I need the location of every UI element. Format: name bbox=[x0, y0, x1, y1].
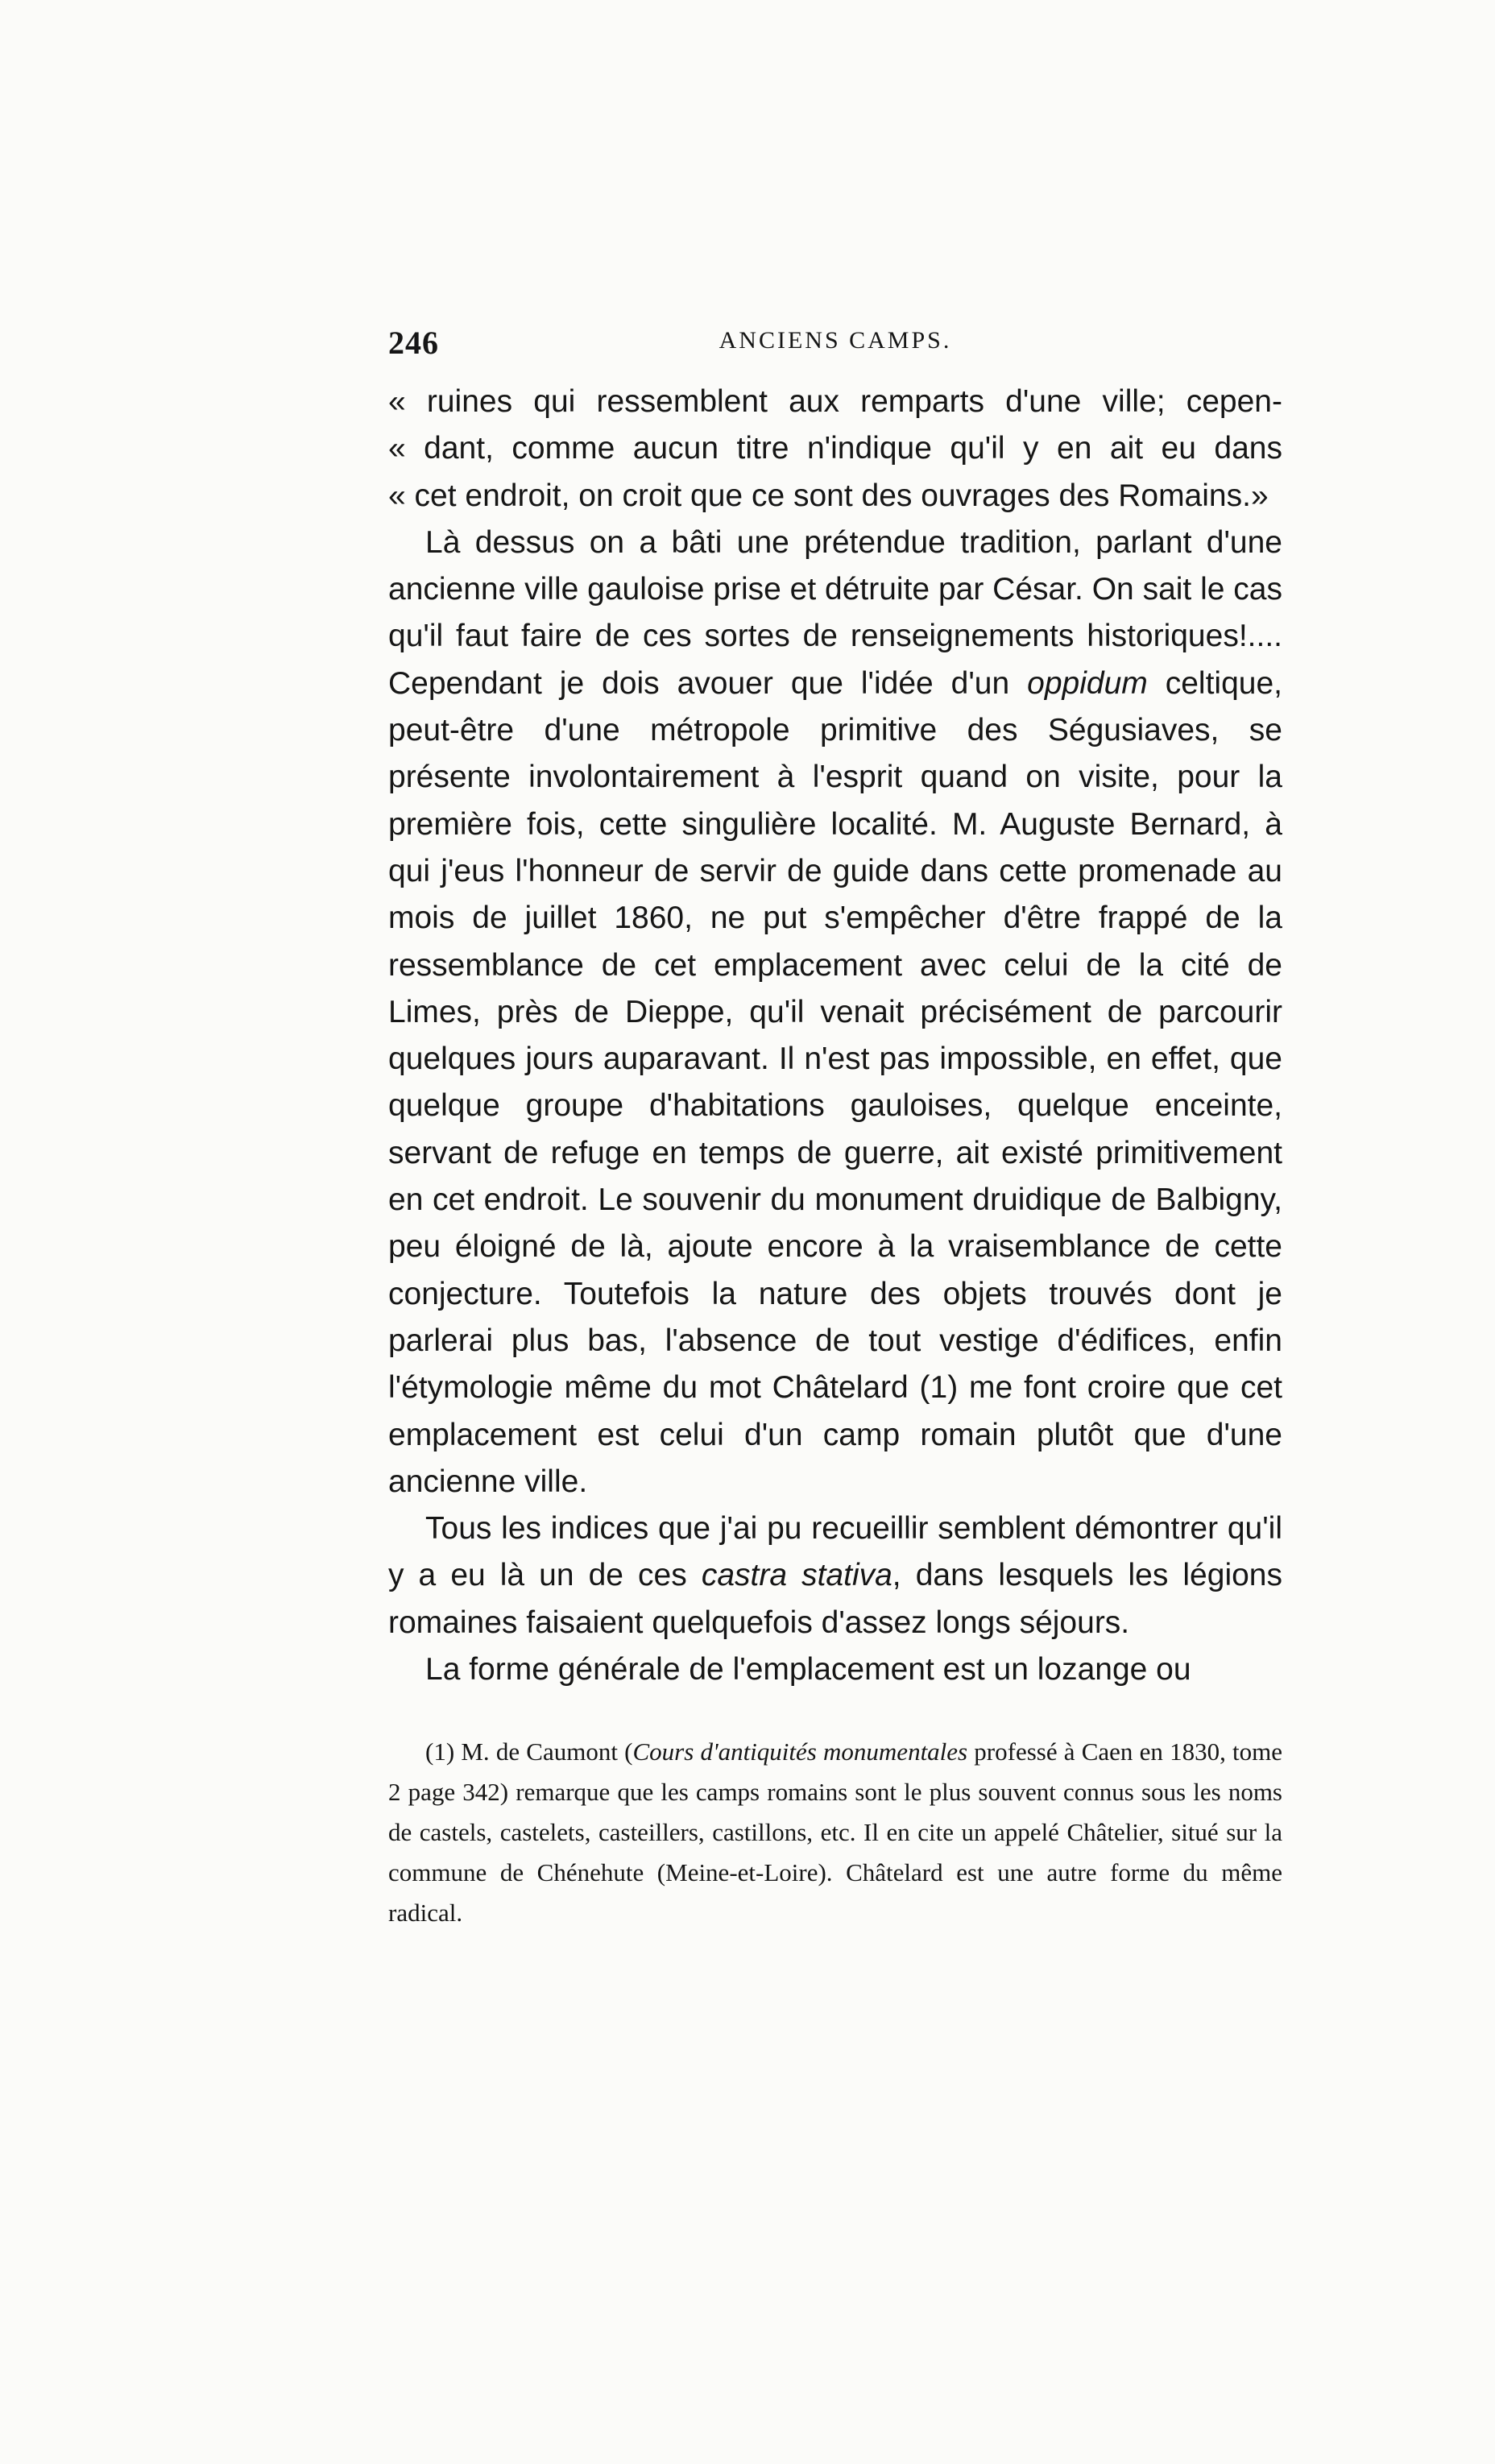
paragraph-text: celtique, peut-être d'une métropole primitive des Ségusiaves, se présente involontairement à l'esprit quand on visite, pour la première fois, cette singulière localité. M. Auguste Bernard, à qui j'eus l'honneur de servir de guide dans cette promenade au mois de juillet 1860, ne put s'empêcher d'être frappé de la ressemblance de cet emplacement avec celui de la cité de Limes, près de Dieppe, qu'il venait précisément de parcourir quelques jours auparavant. Il n'est pas impossible, en effet, que quelque groupe d'habitations gauloises, quelque enceinte, servant de refuge en temps de guerre, ait existé primitivement en cet endroit. Le souvenir du monument druidique de Balbigny, peu éloigné de là, ajoute encore à la vraisemblance de cette conjecture. Toutefois la nature des objets trouvés dont je parlerai plus bas, l'absence de tout vestige d'édifices, enfin l'étymologie même du mot Châtelard (1) me font croire que cet emplacement est celui d'un camp romain plutôt que d'une ancienne ville. bbox=[388, 665, 1282, 1499]
quotation bbox=[388, 379, 1282, 520]
main-text bbox=[388, 379, 1282, 1693]
paragraph bbox=[388, 1505, 1282, 1646]
paragraph: La forme générale de l'emplacement est un lozange ou bbox=[425, 1652, 1191, 1688]
italic-term: castra stativa bbox=[701, 1558, 892, 1593]
footnote-text: (1) M. de Caumont ( bbox=[425, 1737, 633, 1766]
footnote-italic-title: Cours d'antiquités monumentales bbox=[632, 1737, 968, 1766]
footnote-text: professé à Caen en 1830, tome 2 page 342) remarque que les camps romains sont le plus souvent connus sous les noms de castels, castelets, casteillers, castillons, etc. Il en cite un appelé Châtelier, situé sur la commune de Chénehute (Meine-et-Loire). Châtelard est une autre forme du même radical. bbox=[388, 1737, 1282, 1927]
quote-line: « cet endroit, on croit que ce sont des ouvrages des Romains.» bbox=[388, 478, 1269, 513]
page-header bbox=[388, 324, 1282, 364]
paragraph-text: Là dessus on a bâti une prétendue tradition, parlant d'une ancienne ville gauloise prise et détruite par César. On sait le cas qu'il faut faire de ces sortes de renseignements historiques!.... Cependant je dois avouer que l'idée d'un bbox=[388, 524, 1282, 701]
footnotes bbox=[388, 1732, 1282, 1933]
quote-line: « dant, comme aucun titre n'indique qu'il y en ait eu dans bbox=[388, 431, 1282, 466]
paragraph bbox=[388, 520, 1282, 1505]
footnote bbox=[388, 1732, 1282, 1933]
running-head: ANCIENS CAMPS. bbox=[719, 327, 952, 354]
paragraph-text: Tous les indices que j'ai pu recueillir semblent démontrer qu'il y a eu là un de ces bbox=[388, 1511, 1282, 1593]
paragraph-text: , dans lesquels les légions romaines faisaient quelquefois d'assez longs séjours. bbox=[388, 1558, 1282, 1640]
italic-term: oppidum bbox=[1027, 665, 1148, 701]
page-number: 246 bbox=[388, 325, 439, 361]
quote-line: « ruines qui ressemblent aux remparts d'une ville; cepen- bbox=[388, 384, 1282, 419]
